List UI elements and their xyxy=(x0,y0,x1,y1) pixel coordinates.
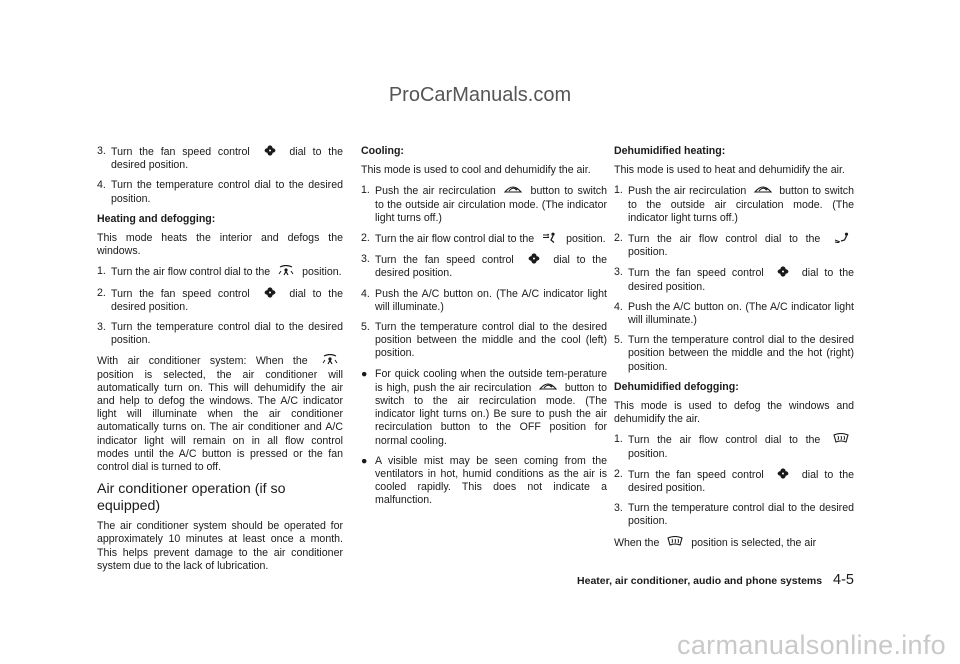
paragraph-text: With air conditioner system: When the xyxy=(97,355,308,368)
section-heading: Cooling: xyxy=(361,145,404,157)
defrost-icon xyxy=(830,433,852,444)
face-vent-icon xyxy=(539,232,561,243)
list-item xyxy=(361,184,607,225)
list-text: Push the air recirculation xyxy=(628,185,747,198)
paragraph: The air conditioner system should be operated for approximately 10 minutes at least once a month. This helps prevent damage to the air conditioner system due to the lack of lubrication. xyxy=(97,520,343,572)
list-item xyxy=(97,145,343,172)
list-text: Turn the temperature control dial to the desired position. xyxy=(628,502,854,528)
list-number: 1. xyxy=(97,265,106,278)
list-text: Turn the air flow control dial to the xyxy=(628,434,821,447)
list-number: 1. xyxy=(614,184,623,197)
list-item xyxy=(614,266,854,293)
bullet-item xyxy=(361,455,607,508)
list-text: Push the A/C button on. (The A/C indicator light will illuminate.) xyxy=(628,300,854,327)
list-number: 4. xyxy=(361,287,370,300)
section-heading: Dehumidified heating: xyxy=(614,145,726,157)
list-text: Push the air recirculation xyxy=(375,185,496,198)
watermark-top: ProCarManuals.com xyxy=(388,84,572,106)
paragraph: This mode heats the interior and defogs the windows. xyxy=(97,232,343,258)
list-number: 5. xyxy=(361,321,370,334)
fan-icon xyxy=(259,145,281,156)
list-number: 3. xyxy=(97,321,106,334)
list-text: Push the A/C button on. (The A/C indicator light will illuminate.) xyxy=(375,287,607,313)
list-item xyxy=(361,288,607,314)
list-text: dial to the desired position. xyxy=(628,468,854,495)
section-heading: Heating and defogging: xyxy=(97,212,216,225)
list-item xyxy=(97,287,343,314)
fan-icon xyxy=(772,266,794,277)
list-text: Turn the air flow control dial to the xyxy=(111,266,271,279)
bullet: ● xyxy=(361,454,368,467)
list-item xyxy=(614,433,854,460)
list-item xyxy=(614,301,854,327)
list-text: Turn the temperature control dial to the desired position. xyxy=(111,179,343,205)
list-number: 3. xyxy=(614,502,623,515)
list-number: 3. xyxy=(614,266,623,279)
paragraph-text: When the xyxy=(614,536,660,549)
recirculation-icon xyxy=(537,381,559,392)
bullet-item xyxy=(361,368,607,448)
list-item xyxy=(614,184,854,225)
list-text: dial to the desired position. xyxy=(111,146,343,172)
list-item xyxy=(361,253,607,280)
defrost-icon xyxy=(664,536,686,547)
paragraph: This mode is used to heat and dehumidify the air. xyxy=(614,164,845,177)
list-text: Turn the temperature control dial to the desired position between the middle and the hot (right) position. xyxy=(628,334,854,373)
list-text: Turn the fan speed control xyxy=(628,267,764,280)
list-text: Turn the air flow control dial to the xyxy=(628,233,821,246)
list-text: Turn the fan speed control xyxy=(111,146,250,158)
list-item xyxy=(361,232,607,246)
list-text: Turn the temperature control dial to the desired position between the middle and the cool (left) position. xyxy=(375,321,607,360)
list-text: dial to the desired position. xyxy=(111,287,343,313)
paragraph xyxy=(614,536,854,550)
list-item xyxy=(614,502,854,528)
fan-icon xyxy=(259,287,281,298)
list-number: 4. xyxy=(97,179,106,192)
list-number: 3. xyxy=(361,253,370,266)
footer-title: Heater, air conditioner, audio and phone systems xyxy=(577,575,823,587)
section-title: Air conditioner operation (if so equipped) xyxy=(97,481,286,515)
list-text: position. xyxy=(566,233,606,246)
recirculation-icon xyxy=(502,184,524,195)
list-number: 2. xyxy=(361,232,370,245)
column-middle xyxy=(361,145,607,515)
list-number: 4. xyxy=(614,300,623,313)
column-right xyxy=(614,145,854,557)
list-text: Turn the fan speed control xyxy=(628,468,764,481)
section-heading: Dehumidified defogging: xyxy=(614,380,739,393)
defrost-vent-icon xyxy=(319,354,341,365)
recirculation-icon xyxy=(752,184,774,195)
list-text: Turn the fan speed control xyxy=(111,287,250,300)
page-footer xyxy=(502,572,854,588)
list-item xyxy=(97,179,343,205)
list-text: position. xyxy=(628,447,668,460)
list-item xyxy=(614,334,854,374)
paragraph-text: position is selected, the air xyxy=(691,536,817,549)
defrost-vent-icon xyxy=(275,265,297,276)
list-number: 2. xyxy=(97,286,106,299)
list-text: Turn the temperature control dial to the desired position. xyxy=(111,321,343,347)
list-text: Turn the air flow control dial to the xyxy=(375,233,535,246)
page-number: 4-5 xyxy=(833,572,854,588)
list-number: 1. xyxy=(614,433,623,446)
bullet: ● xyxy=(361,367,368,380)
watermark-bottom: carmanualsonline.info xyxy=(677,630,946,660)
list-text: dial to the desired position. xyxy=(375,254,607,280)
list-text: button to switch to the outside air circulation mode. (The indicator light turns off.) xyxy=(375,185,607,224)
list-text: dial to the desired position. xyxy=(628,267,854,293)
list-text: A visible mist may be seen coming from the ventilators in hot, humid conditions as the air is cooled rapidly. This does not indicate a malfunction. xyxy=(375,454,607,507)
list-text: position. xyxy=(628,246,668,259)
list-number: 3. xyxy=(97,145,106,157)
foot-vent-icon xyxy=(830,232,852,243)
list-item xyxy=(614,468,854,495)
paragraph: This mode is used to defog the windows and dehumidify the air. xyxy=(614,400,854,426)
paragraph-text: position is selected, the air conditioner will automatically turn on. This will dehumidify the air and help to defog the windows. The A/C indicator light will illuminate when the air conditioner automatically turns on. The air conditioner and A/C indicator light will remain on in all flow control modes until the A/C button is pressed or the fan control dial is turned to off. xyxy=(97,368,343,474)
list-text: button to switch to the air recirculation mode. (The indicator light turns on.) Be sure to push the air recirculation button to the OFF position for normal cooling. xyxy=(375,381,607,447)
paragraph xyxy=(97,354,343,474)
list-number: 2. xyxy=(614,232,623,245)
list-text: For quick cooling when the outside tem-perature is high, push the air recirculation xyxy=(375,367,607,394)
column-left xyxy=(97,145,343,580)
paragraph: This mode is used to cool and dehumidify the air. xyxy=(361,164,591,177)
list-item xyxy=(361,321,607,361)
fan-icon xyxy=(523,253,545,264)
list-text: button to switch to the outside air circulation mode. (The indicator light turns off.) xyxy=(628,185,854,224)
list-item xyxy=(614,232,854,259)
fan-icon xyxy=(772,468,794,479)
list-item xyxy=(97,321,343,347)
list-text: Turn the fan speed control xyxy=(375,254,514,267)
list-item xyxy=(97,265,343,279)
list-text: position. xyxy=(302,266,342,279)
list-number: 1. xyxy=(361,184,370,197)
list-number: 2. xyxy=(614,467,623,480)
list-number: 5. xyxy=(614,334,623,347)
